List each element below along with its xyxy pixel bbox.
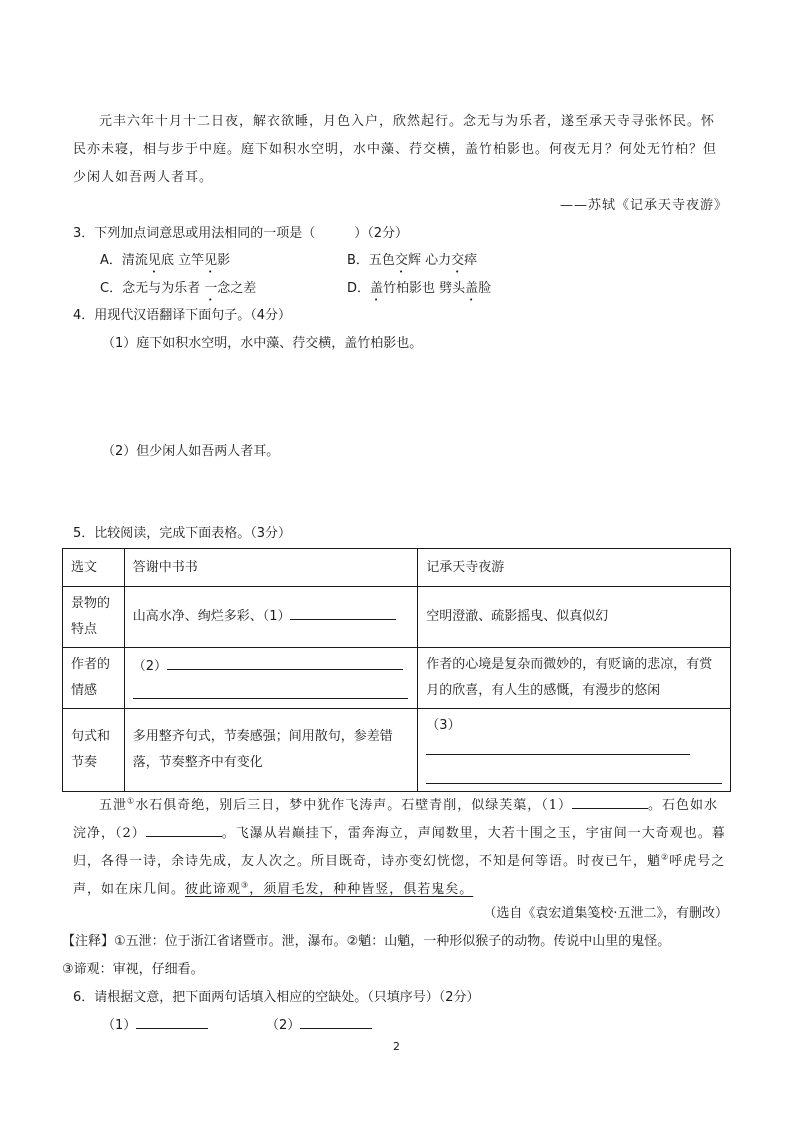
passage-text: 呼虎号之 <box>669 854 726 869</box>
option-text: 脸 <box>478 281 492 296</box>
footnote-marker: ③ <box>241 880 250 890</box>
question-4-sub2: （2）但少闲人如吾两人者耳。 <box>102 444 280 459</box>
passage-line <box>73 792 728 820</box>
table-row <box>63 549 731 587</box>
dotted-word: 见 <box>147 253 161 268</box>
answer-blank[interactable] <box>136 1014 208 1029</box>
passage-text: 浣净，（2） <box>73 826 146 841</box>
answer-blank[interactable] <box>146 822 222 837</box>
question-6-answer-1 <box>102 1014 208 1033</box>
table-cell <box>124 587 418 648</box>
q3-option-c <box>100 277 256 304</box>
passage-line: 民亦未寝，相与步于中庭。庭下如积水空明，水中藻、荇交横，盖竹柏影也。何夜无月？何处无竹柏？但 <box>73 142 718 157</box>
option-text: 念无与为乐者 <box>122 281 205 296</box>
passage-text: ，须眉毛发，种种皆竖，俱若鬼矣。 <box>249 882 474 897</box>
question-5-stem: 5．比较阅读，完成下面表格。（3分） <box>73 526 292 541</box>
passage-source: （选自《袁宏道集笺校·五泄二》，有删改） <box>483 906 728 921</box>
option-label: C． <box>100 281 123 296</box>
passage-line <box>73 848 728 876</box>
table-row-header: 句式和节奏 <box>63 709 125 792</box>
passage-text: 水石俱奇绝，别后三日，梦中犹作飞涛声。石壁青削，似绿芙蕖，（1） <box>135 798 572 813</box>
table-header-cell: 记承天寺夜游 <box>418 549 731 587</box>
cell-text: （3） <box>426 718 461 733</box>
question-4-stem: 4．用现代汉语翻译下面句子。（4分） <box>73 308 292 323</box>
page-number: 2 <box>393 1040 400 1053</box>
option-text: 念之差 <box>217 281 257 296</box>
dotted-word: 交 <box>451 253 465 268</box>
q3-option-d <box>347 277 491 304</box>
passage-text: 。石色如水 <box>647 798 718 813</box>
answer-blank[interactable] <box>426 740 690 755</box>
answer-blank[interactable] <box>290 605 396 620</box>
passage-line <box>73 876 728 904</box>
option-text: 竹柏影也 劈头 <box>383 281 466 296</box>
notes-line: 【注释】①五泄：位于浙江省诸暨市。泄，瀑布。②魈：山魈，一种形似猴子的动物。传说中山里的鬼怪。 <box>62 934 671 949</box>
table-row-header: 作者的情感 <box>63 648 125 709</box>
table-row <box>63 709 731 792</box>
option-label: D． <box>347 281 371 296</box>
table-row <box>63 648 731 709</box>
passage-text: 归，各得一诗，余诗先成，友人次之。所目既奇，诗亦变幻恍惚，不知是何等语。时夜已午，魈 <box>73 854 662 869</box>
notes-line: ③谛观：审视，仔细看。 <box>62 962 204 977</box>
passage-source: ——苏轼《记承天寺夜游》 <box>559 198 728 213</box>
dotted-word: 盖 <box>370 281 384 296</box>
option-text: 瘁 <box>464 253 478 268</box>
option-text: 底 立竿 <box>160 253 205 268</box>
cell-text: （2） <box>132 659 167 674</box>
passage-text: 彼此谛观 <box>185 882 242 897</box>
answer-label: （2） <box>266 1018 301 1033</box>
question-6-answer-2 <box>266 1014 372 1033</box>
table-cell <box>418 709 731 792</box>
table-cell: 作者的心境是复杂而微妙的，有贬谪的悲凉，有赏月的欣喜，有人生的感慨，有漫步的悠闲 <box>418 648 731 709</box>
dotted-word: 盖 <box>465 281 479 296</box>
table-cell <box>124 648 418 709</box>
option-label: A． <box>100 253 122 268</box>
question-3-stem: 3．下列加点词意思或用法相同的一项是（ ）（2分） <box>73 226 409 241</box>
table-cell: 多用整齐句式，节奏感强；间用散句，参差错落，节奏整齐中有变化 <box>124 709 418 792</box>
passage-wuxie <box>73 792 728 904</box>
answer-blank[interactable] <box>572 794 648 809</box>
table-cell: 空明澄澈、疏影摇曳、似真似幻 <box>418 587 731 648</box>
footnote-marker: ② <box>661 852 670 862</box>
option-text: 影 <box>217 253 231 268</box>
q3-option-b <box>347 249 477 276</box>
footnote-marker: ① <box>127 796 136 806</box>
comparison-table <box>62 548 731 792</box>
passage-text: 声，如在床几间。 <box>73 882 186 897</box>
q3-option-a <box>100 249 230 276</box>
cell-text: 山高水净、绚烂多彩、（1） <box>132 609 291 624</box>
dotted-word: 一 <box>204 281 218 296</box>
passage-classical-text <box>73 108 728 192</box>
passage-line: 元丰六年十月十二日夜，解衣欲睡，月色入户，欣然起行。念无与为乐者，遂至承天寺寻张怀民。怀 <box>99 114 716 129</box>
answer-blank[interactable] <box>300 1014 372 1029</box>
answer-label: （1） <box>102 1018 137 1033</box>
passage-line <box>73 820 728 848</box>
answer-blank[interactable] <box>426 769 722 784</box>
passage-text: 五泄 <box>99 798 128 813</box>
passage-line: 少闲人如吾两人者耳。 <box>73 170 214 185</box>
option-text: 清流 <box>121 253 148 268</box>
table-row-header: 景物的特点 <box>63 587 125 648</box>
answer-blank[interactable] <box>167 655 403 670</box>
option-text: 辉 心力 <box>407 253 452 268</box>
dotted-word: 交 <box>394 253 408 268</box>
option-text: 五色 <box>368 253 395 268</box>
answer-blank[interactable] <box>133 684 408 699</box>
table-header-cell: 选文 <box>63 549 125 587</box>
question-6-stem: 6．请根据文意，把下面两句话填入相应的空缺处。（只填序号）（2分） <box>73 990 480 1005</box>
table-row <box>63 587 731 648</box>
table-header-cell: 答谢中书书 <box>124 549 418 587</box>
passage-text: 。飞瀑从岩巅挂下，雷奔海立，声闻数里，大若十围之玉，宇宙间一大奇观也。暮 <box>221 826 726 841</box>
option-label: B． <box>347 253 369 268</box>
question-4-sub1: （1）庭下如积水空明，水中藻、荇交横，盖竹柏影也。 <box>102 336 423 351</box>
dotted-word: 见 <box>204 253 218 268</box>
underlined-sentence <box>185 882 473 897</box>
